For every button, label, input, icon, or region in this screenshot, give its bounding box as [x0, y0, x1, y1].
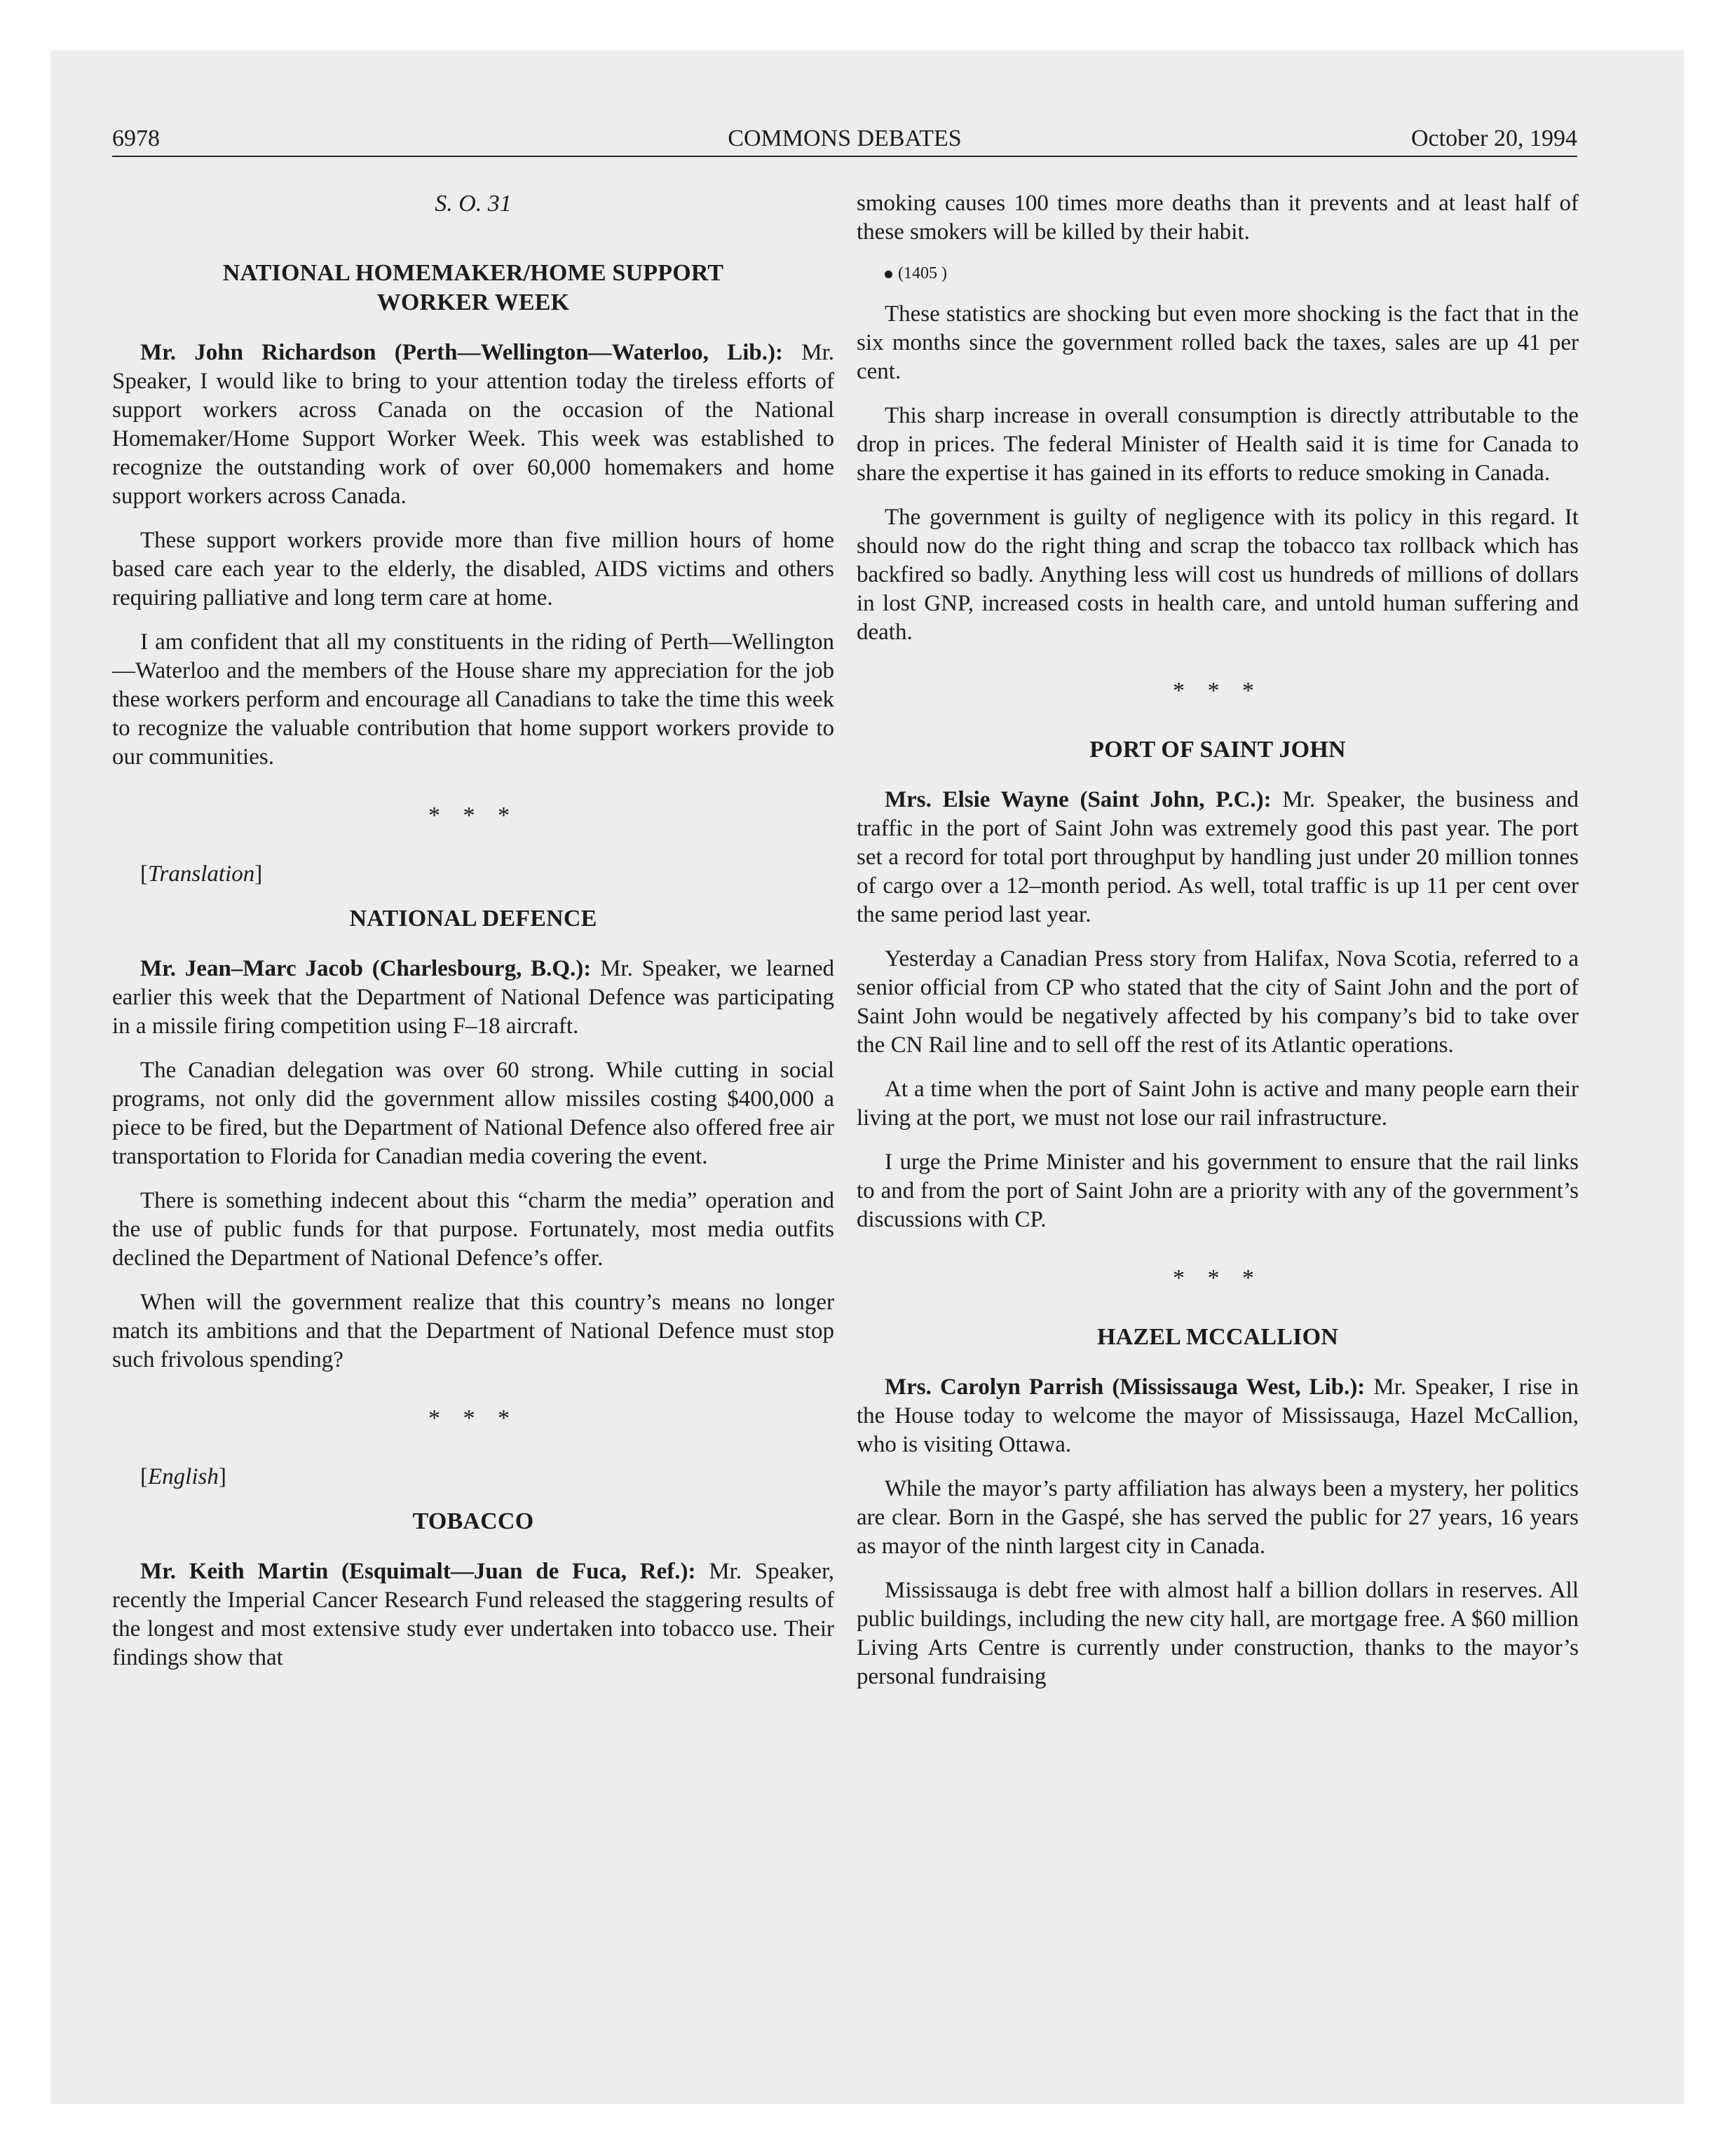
section-separator: * * *	[1173, 678, 1263, 704]
statement-paragraph: There is something indecent about this “charm the media” operation and the use of public funds for that purpose. Fortunately, most media outfits declined the Department of National Defence’s offer.	[112, 1188, 834, 1271]
statement-paragraph	[112, 339, 834, 511]
paragraph-text: Mr. Speaker, we learned earlier this week that the Department of National Defence was participating in a missile firing competition using F–18 aircraft.	[112, 956, 834, 1039]
speaker-name: Mr. John Richardson (Perth—Wellington—Waterloo, Lib.):	[140, 340, 783, 365]
section-separator: * * *	[1173, 1265, 1263, 1291]
section-heading-national-defence: NATIONAL DEFENCE	[349, 906, 597, 932]
statement-paragraph: The government is guilty of negligence with its policy in this regard. It should now do the right thing and scrap the tobacco tax rollback which has backfired so badly. Anything less will cost us hundreds of millions of dollars in lost GNP, increased costs in health care, and untold human suffering and death.	[857, 505, 1579, 645]
section-heading-homemaker	[112, 259, 834, 318]
page-number: 6978	[112, 125, 160, 151]
paragraph-text: Mr. Speaker, I rise in the House today to welcome the mayor of Mississauga, Hazel McCallion, who is visiting Ottawa.	[857, 1374, 1579, 1457]
running-header	[112, 121, 1577, 157]
statement-paragraph	[857, 1373, 1579, 1459]
paragraph-text: Mr. Speaker, recently the Imperial Cancer Research Fund released the staggering results of the longest and most extensive study ever undertaken into tobacco use. Their findings show that	[112, 1559, 834, 1670]
speaker-name: Mrs. Carolyn Parrish (Mississauga West, Lib.):	[885, 1374, 1366, 1400]
speaker-name: Mrs. Elsie Wayne (Saint John, P.C.):	[885, 787, 1272, 812]
heading-line: NATIONAL HOMEMAKER/HOME SUPPORT	[222, 260, 724, 286]
statement-paragraph: While the mayor’s party affiliation has always been a mystery, her politics are clear. Born in the Gaspé, she has served the public for 27 years, 16 years as mayor of the ninth largest city in Canada.	[857, 1476, 1579, 1559]
statement-paragraph: When will the government realize that this country’s means no longer match its ambitions and that the Department of National Defence must stop such frivolous spending?	[112, 1290, 834, 1372]
bullet-icon	[885, 271, 892, 278]
section-separator: * * *	[428, 803, 518, 828]
section-heading-port-of-saint-john: PORT OF SAINT JOHN	[1089, 737, 1346, 763]
language-label: [English]	[140, 1464, 226, 1489]
header-rule	[112, 156, 1577, 157]
statement-paragraph: Yesterday a Canadian Press story from Halifax, Nova Scotia, referred to a senior official from CP who stated that the city of Saint John and the port of Saint John would be negatively affected by his company’s bid to take over the CN Rail line and to sell off the rest of its Atlantic operations.	[857, 946, 1579, 1058]
statement-paragraph: smoking causes 100 times more deaths than it prevents and at least half of these smokers will be killed by their habit.	[857, 191, 1579, 245]
standing-order-label: S. O. 31	[435, 191, 512, 217]
statement-paragraph: At a time when the port of Saint John is active and many people earn their living at the port, we must not lose our rail infrastructure.	[857, 1077, 1579, 1131]
language-label-text: Translation	[148, 861, 255, 887]
publication-title: COMMONS DEBATES	[728, 125, 962, 151]
heading-line: WORKER WEEK	[376, 289, 570, 315]
speaker-name: Mr. Jean–Marc Jacob (Charlesbourg, B.Q.):	[140, 956, 592, 981]
section-heading-tobacco: TOBACCO	[412, 1508, 534, 1534]
statement-paragraph: These support workers provide more than five million hours of home based care each year to the elderly, the disabled, AIDS victims and others requiring palliative and long term care at home.	[112, 528, 834, 610]
paragraph-text: Mr. Speaker, the business and traffic in the port of Saint John was extremely good this past year. The port set a record for total port throughput by handling just under 20 million tonnes of cargo over a 12–month period. As well, total traffic is up 11 per cent over the same period last year.	[857, 787, 1579, 927]
right-column	[857, 189, 1579, 1707]
time-marker	[857, 262, 1579, 285]
statement-paragraph: I am confident that all my constituents in the riding of Perth—Wellington—Waterloo and the members of the House share my appreciation for the job these workers perform and encourage all Canadians to take the time this week to recognize the valuable contribution that home support workers provide to our communities.	[112, 629, 834, 770]
language-label-text: English	[148, 1464, 219, 1489]
statement-paragraph	[112, 1557, 834, 1672]
statement-paragraph: Mississauga is debt free with almost half a billion dollars in reserves. All public buildings, including the new city hall, are mortgage free. A $60 million Living Arts Centre is currently under construction, thanks to the mayor’s personal fundraising	[857, 1578, 1579, 1689]
language-label: [Translation]	[140, 861, 263, 887]
sitting-date: October 20, 1994	[1410, 125, 1577, 151]
statement-paragraph: The Canadian delegation was over 60 strong. While cutting in social programs, not only did the government allow missiles costing $400,000 a piece to be fired, but the Department of National Defence also offered free air transportation to Florida for Canadian media covering the event.	[112, 1058, 834, 1169]
statement-paragraph: These statistics are shocking but even more shocking is the fact that in the six months since the government rolled back the taxes, sales are up 41 per cent.	[857, 301, 1579, 384]
statement-paragraph	[112, 955, 834, 1041]
statement-paragraph	[857, 786, 1579, 929]
left-column	[112, 189, 834, 1688]
paragraph-text: Mr. Speaker, I would like to bring to your attention today the tireless efforts of support workers across Canada on the occasion of the National Homemaker/Home Support Worker Week. This week was established to recognize the outstanding work of over 60,000 homemakers and home support workers across Canada.	[112, 340, 835, 509]
speaker-name: Mr. Keith Martin (Esquimalt—Juan de Fuca, Ref.):	[140, 1559, 696, 1584]
statement-paragraph: I urge the Prime Minister and his government to ensure that the rail links to and from the port of Saint John are a priority with any of the government’s discussions with CP.	[857, 1149, 1579, 1232]
statement-paragraph: This sharp increase in overall consumption is directly attributable to the drop in prices. The federal Minister of Health said it is time for Canada to share the expertise it has gained in its efforts to reduce smoking in Canada.	[857, 403, 1579, 486]
section-separator: * * *	[428, 1405, 518, 1431]
time-marker-text: (1405 )	[898, 264, 947, 282]
section-heading-hazel-mccallion: HAZEL MCCALLION	[1097, 1324, 1338, 1350]
